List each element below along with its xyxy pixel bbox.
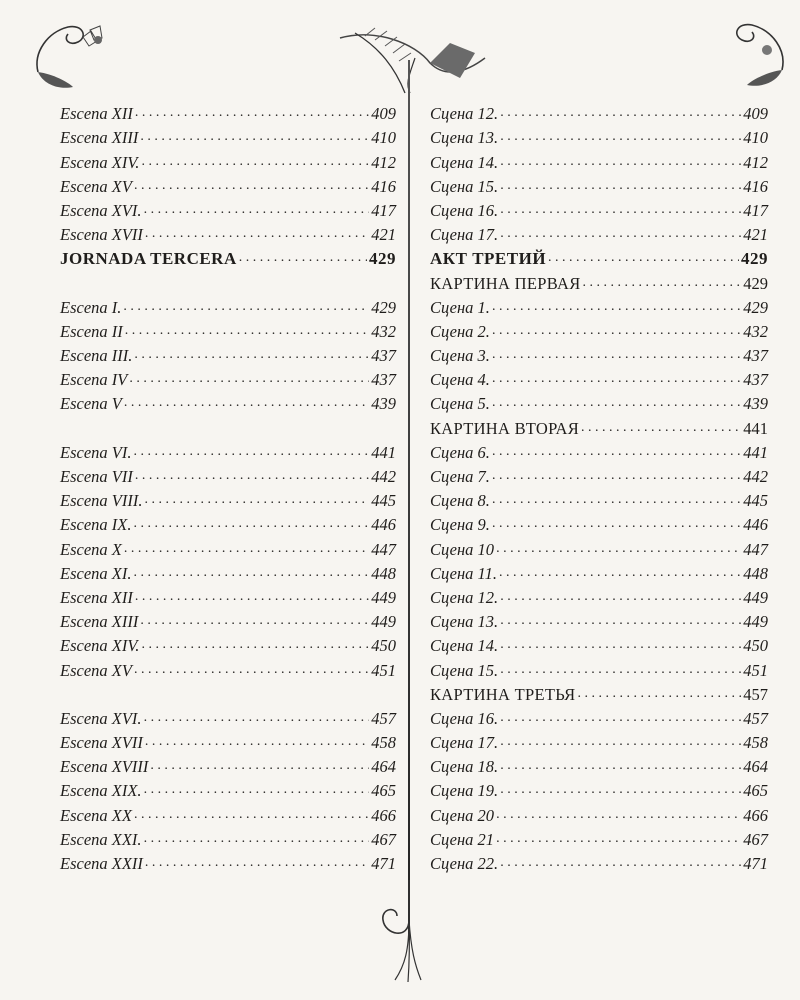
spacer bbox=[60, 413, 396, 437]
toc-entry-page: 450 bbox=[371, 636, 396, 656]
toc-entry-page: 465 bbox=[371, 781, 396, 801]
toc-entry-label: Escena VII bbox=[60, 467, 133, 486]
toc-entry-page: 429 bbox=[743, 297, 768, 317]
toc-entry-page: 432 bbox=[371, 321, 396, 341]
toc-entry-page: 448 bbox=[371, 563, 396, 583]
toc-entry[interactable] bbox=[60, 172, 396, 196]
toc-entry-page: 458 bbox=[743, 733, 768, 753]
toc-entry-page: 448 bbox=[743, 563, 768, 583]
spacer bbox=[60, 268, 396, 292]
leader-dots bbox=[134, 179, 369, 193]
toc-entry-label: Сцена 11. bbox=[430, 563, 497, 583]
toc-entry-label: Escena X bbox=[60, 539, 122, 559]
leader-dots bbox=[496, 832, 741, 846]
toc-entry-page: 417 bbox=[371, 200, 396, 220]
leader-dots bbox=[134, 663, 369, 677]
leader-dots bbox=[500, 203, 741, 217]
toc-entry-label: Escena IX. bbox=[60, 515, 132, 535]
leader-dots bbox=[239, 251, 367, 265]
toc-entry[interactable] bbox=[430, 462, 768, 486]
toc-entry[interactable] bbox=[430, 776, 768, 800]
toc-entry-page: 432 bbox=[743, 321, 768, 341]
toc-entry-label: Escena XX bbox=[60, 805, 132, 825]
toc-entry[interactable] bbox=[430, 389, 768, 413]
toc-subheading-label: КАРТИНА ПЕРВАЯ bbox=[430, 273, 581, 293]
toc-entry-label: Escena XXI. bbox=[60, 829, 142, 849]
toc-entry-label: Сцена 14. bbox=[430, 152, 499, 172]
toc-column-spanish bbox=[60, 99, 396, 873]
toc-entry[interactable] bbox=[60, 462, 396, 486]
toc-entry[interactable] bbox=[60, 728, 396, 752]
toc-entry-page: 409 bbox=[371, 104, 396, 124]
leader-dots bbox=[492, 469, 741, 483]
toc-entry-page: 471 bbox=[743, 854, 768, 873]
leader-dots bbox=[492, 396, 741, 410]
toc-entry-label: Escena XIII bbox=[60, 612, 139, 632]
leader-dots bbox=[125, 324, 369, 338]
quill-ornament-icon bbox=[335, 18, 495, 98]
toc-entry[interactable] bbox=[60, 317, 396, 341]
toc-entry-page: 416 bbox=[371, 176, 396, 196]
leader-dots bbox=[129, 372, 369, 386]
toc-heading[interactable] bbox=[430, 244, 768, 268]
toc-entry-page: 450 bbox=[743, 636, 768, 656]
leader-dots bbox=[144, 783, 370, 797]
leader-dots bbox=[500, 130, 741, 144]
toc-entry-label: Escena XVII bbox=[60, 733, 143, 753]
toc-entry-page: 467 bbox=[743, 829, 768, 849]
toc-entry-page: 471 bbox=[371, 854, 396, 873]
toc-entry[interactable] bbox=[60, 365, 396, 389]
toc-entry-page: 421 bbox=[371, 225, 396, 245]
toc-entry-page: 417 bbox=[743, 200, 768, 220]
toc-entry-page: 421 bbox=[743, 225, 768, 245]
toc-entry-label: Сцена 15. bbox=[430, 176, 499, 196]
toc-entry-page: 429 bbox=[371, 297, 396, 317]
leader-dots bbox=[145, 856, 369, 870]
leader-dots bbox=[492, 517, 741, 531]
toc-entry-page: 451 bbox=[743, 660, 768, 680]
toc-entry-page: 447 bbox=[743, 539, 768, 559]
toc-entry-page: 446 bbox=[371, 515, 396, 535]
leader-dots bbox=[496, 542, 741, 556]
toc-entry[interactable] bbox=[430, 728, 768, 752]
leader-dots bbox=[135, 469, 369, 483]
leader-dots bbox=[144, 493, 369, 507]
toc-entry-label: Escena XI. bbox=[60, 563, 132, 583]
toc-entry-page: 437 bbox=[743, 346, 768, 366]
toc-entry[interactable] bbox=[430, 849, 768, 873]
toc-entry[interactable] bbox=[430, 534, 768, 558]
leader-dots bbox=[500, 638, 741, 652]
leader-dots bbox=[135, 106, 369, 120]
toc-entry[interactable] bbox=[430, 196, 768, 220]
toc-entry[interactable] bbox=[60, 510, 396, 534]
toc-entry[interactable] bbox=[430, 655, 768, 679]
leader-dots bbox=[141, 155, 369, 169]
leader-dots bbox=[134, 808, 369, 822]
toc-entry[interactable] bbox=[60, 631, 396, 655]
toc-subheading-page: 429 bbox=[743, 273, 768, 293]
toc-entry-page: 439 bbox=[371, 394, 396, 414]
toc-entry-page: 442 bbox=[743, 467, 768, 486]
toc-entry[interactable] bbox=[60, 559, 396, 583]
toc-entry-label: Escena XVI. bbox=[60, 200, 142, 220]
toc-entry[interactable] bbox=[430, 800, 768, 824]
toc-entry-page: 457 bbox=[371, 708, 396, 728]
toc-entry[interactable] bbox=[430, 172, 768, 196]
toc-entry[interactable] bbox=[60, 147, 396, 171]
toc-entry-label: Сцена 1. bbox=[430, 297, 490, 317]
column-divider bbox=[408, 60, 410, 940]
leader-dots bbox=[500, 663, 741, 677]
leader-dots bbox=[492, 324, 741, 338]
toc-entry[interactable] bbox=[430, 365, 768, 389]
toc-subheading[interactable] bbox=[430, 413, 768, 437]
leader-dots bbox=[124, 396, 369, 410]
toc-entry-page: 437 bbox=[371, 346, 396, 366]
toc-entry[interactable] bbox=[60, 534, 396, 558]
toc-entry[interactable] bbox=[430, 752, 768, 776]
leader-dots bbox=[133, 445, 369, 459]
toc-entry-label: Escena XVI. bbox=[60, 708, 142, 728]
toc-entry[interactable] bbox=[430, 825, 768, 849]
toc-entry-label: Сцена 13. bbox=[430, 128, 499, 148]
toc-entry-label: Escena V bbox=[60, 394, 122, 414]
toc-entry-label: Escena III. bbox=[60, 346, 133, 366]
toc-entry-label: Сцена 17. bbox=[430, 225, 499, 245]
toc-entry-label: Сцена 17. bbox=[430, 733, 499, 753]
toc-subheading-label: КАРТИНА ТРЕТЬЯ bbox=[430, 684, 576, 704]
leader-dots bbox=[150, 759, 369, 773]
leader-dots bbox=[496, 808, 741, 822]
toc-entry-page: 416 bbox=[743, 176, 768, 196]
toc-entry-label: Escena XV bbox=[60, 176, 132, 196]
scroll-ornament-icon bbox=[712, 10, 792, 90]
leader-dots bbox=[492, 445, 741, 459]
leader-dots bbox=[500, 227, 741, 241]
toc-entry-label: Escena XIII bbox=[60, 128, 139, 148]
toc-entry[interactable] bbox=[430, 293, 768, 317]
toc-entry[interactable] bbox=[60, 293, 396, 317]
toc-entry[interactable] bbox=[430, 220, 768, 244]
toc-entry-page: 437 bbox=[743, 370, 768, 390]
toc-entry-page: 467 bbox=[371, 829, 396, 849]
toc-entry[interactable] bbox=[430, 486, 768, 510]
toc-entry-page: 441 bbox=[371, 442, 396, 462]
toc-entry[interactable] bbox=[60, 341, 396, 365]
toc-entry-label: Escena XII bbox=[60, 104, 133, 124]
leader-dots bbox=[583, 276, 742, 290]
scroll-ornament-icon bbox=[28, 12, 118, 92]
toc-entry-label: Сцена 22. bbox=[430, 854, 499, 873]
leader-dots bbox=[133, 517, 369, 531]
flourish-ornament-icon bbox=[365, 880, 445, 985]
toc-entry[interactable] bbox=[60, 776, 396, 800]
toc-entry[interactable] bbox=[60, 583, 396, 607]
toc-entry-label: Сцена 16. bbox=[430, 200, 499, 220]
leader-dots bbox=[499, 566, 741, 580]
toc-subheading-page: 441 bbox=[743, 418, 768, 438]
leader-dots bbox=[492, 372, 741, 386]
leader-dots bbox=[134, 348, 369, 362]
toc-entry-label: Escena XIV. bbox=[60, 636, 140, 656]
toc-entry-label: Сцена 15. bbox=[430, 660, 499, 680]
toc-heading-label: JORNADA TERCERA bbox=[60, 249, 237, 269]
toc-entry-label: Сцена 9. bbox=[430, 515, 490, 535]
toc-entry-label: Сцена 2. bbox=[430, 321, 490, 341]
leader-dots bbox=[492, 348, 741, 362]
toc-entry-label: Сцена 21 bbox=[430, 829, 495, 849]
toc-subheading[interactable] bbox=[430, 680, 768, 704]
toc-entry-label: Сцена 14. bbox=[430, 636, 499, 656]
toc-entry[interactable] bbox=[60, 438, 396, 462]
toc-entry-label: Escena XIV. bbox=[60, 152, 140, 172]
leader-dots bbox=[145, 735, 369, 749]
toc-entry[interactable] bbox=[60, 704, 396, 728]
toc-entry-label: Сцена 16. bbox=[430, 708, 499, 728]
leader-dots bbox=[500, 759, 741, 773]
toc-entry-label: Escena XVIII bbox=[60, 757, 149, 777]
toc-entry-page: 458 bbox=[371, 733, 396, 753]
toc-entry-label: Escena XV bbox=[60, 660, 132, 680]
toc-entry-page: 464 bbox=[371, 757, 396, 777]
toc-subheading[interactable] bbox=[430, 268, 768, 292]
toc-entry-label: Сцена 7. bbox=[430, 467, 490, 486]
toc-entry[interactable] bbox=[430, 99, 768, 123]
toc-entry[interactable] bbox=[60, 486, 396, 510]
leader-dots bbox=[144, 203, 370, 217]
leader-dots bbox=[500, 856, 741, 870]
toc-entry-label: Escena IV bbox=[60, 370, 128, 390]
toc-entry-label: Escena XXII bbox=[60, 854, 143, 873]
toc-heading-page: 429 bbox=[741, 249, 768, 269]
toc-entry-label: Escena VI. bbox=[60, 442, 132, 462]
toc-entry-label: Сцена 8. bbox=[430, 491, 490, 511]
toc-heading[interactable] bbox=[60, 244, 396, 268]
leader-dots bbox=[145, 227, 369, 241]
toc-entry-label: Сцена 4. bbox=[430, 370, 490, 390]
toc-entry-page: 412 bbox=[743, 152, 768, 172]
toc-entry-page: 449 bbox=[743, 587, 768, 607]
toc-entry[interactable] bbox=[60, 607, 396, 631]
toc-entry-page: 464 bbox=[743, 757, 768, 777]
toc-entry-page: 410 bbox=[743, 128, 768, 148]
toc-entry-page: 441 bbox=[743, 442, 768, 462]
toc-entry[interactable] bbox=[60, 196, 396, 220]
toc-entry-page: 451 bbox=[371, 660, 396, 680]
toc-entry[interactable] bbox=[60, 849, 396, 873]
toc-entry-page: 446 bbox=[743, 515, 768, 535]
toc-entry-page: 445 bbox=[743, 491, 768, 511]
toc-column-russian bbox=[430, 99, 768, 873]
toc-entry[interactable] bbox=[60, 123, 396, 147]
leader-dots bbox=[577, 687, 741, 701]
toc-heading-label: АКТ ТРЕТИЙ bbox=[430, 249, 547, 269]
toc-entry[interactable] bbox=[430, 317, 768, 341]
toc-entry-page: 447 bbox=[371, 539, 396, 559]
leader-dots bbox=[548, 251, 739, 265]
toc-subheading-label: КАРТИНА ВТОРАЯ bbox=[430, 418, 580, 438]
leader-dots bbox=[135, 590, 369, 604]
leader-dots bbox=[144, 711, 370, 725]
toc-entry-page: 465 bbox=[743, 781, 768, 801]
leader-dots bbox=[500, 735, 741, 749]
toc-entry-page: 457 bbox=[743, 708, 768, 728]
toc-entry-label: Сцена 5. bbox=[430, 394, 490, 414]
toc-entry-page: 466 bbox=[743, 805, 768, 825]
toc-entry-page: 442 bbox=[371, 467, 396, 486]
toc-heading-page: 429 bbox=[369, 249, 396, 269]
toc-subheading-page: 457 bbox=[743, 684, 768, 704]
toc-entry-label: Escena VIII. bbox=[60, 491, 143, 511]
toc-entry-page: 449 bbox=[743, 612, 768, 632]
leader-dots bbox=[500, 783, 741, 797]
leader-dots bbox=[123, 300, 369, 314]
toc-entry[interactable] bbox=[60, 825, 396, 849]
toc-entry-page: 445 bbox=[371, 491, 396, 511]
toc-entry[interactable] bbox=[430, 438, 768, 462]
toc-entry[interactable] bbox=[430, 607, 768, 631]
toc-entry[interactable] bbox=[430, 704, 768, 728]
leader-dots bbox=[140, 614, 369, 628]
toc-entry[interactable] bbox=[430, 510, 768, 534]
toc-entry-page: 409 bbox=[743, 104, 768, 124]
leader-dots bbox=[500, 179, 741, 193]
toc-entry-page: 410 bbox=[371, 128, 396, 148]
toc-entry[interactable] bbox=[430, 341, 768, 365]
leader-dots bbox=[500, 711, 741, 725]
toc-entry-label: Escena I. bbox=[60, 297, 122, 317]
toc-entry-page: 449 bbox=[371, 612, 396, 632]
toc-entry[interactable] bbox=[60, 220, 396, 244]
toc-entry-label: Escena XVII bbox=[60, 225, 143, 245]
toc-entry-page: 439 bbox=[743, 394, 768, 414]
toc-entry[interactable] bbox=[430, 147, 768, 171]
leader-dots bbox=[133, 566, 369, 580]
toc-entry-label: Escena XIX. bbox=[60, 781, 142, 801]
toc-entry-page: 437 bbox=[371, 370, 396, 390]
leader-dots bbox=[500, 590, 741, 604]
toc-entry-label: Сцена 12. bbox=[430, 587, 499, 607]
toc-entry-page: 412 bbox=[371, 152, 396, 172]
leader-dots bbox=[492, 493, 741, 507]
toc-entry[interactable] bbox=[60, 800, 396, 824]
leader-dots bbox=[500, 155, 741, 169]
toc-entry[interactable] bbox=[60, 752, 396, 776]
leader-dots bbox=[492, 300, 741, 314]
toc-entry[interactable] bbox=[60, 99, 396, 123]
toc-entry-label: Escena XII bbox=[60, 587, 133, 607]
toc-entry[interactable] bbox=[430, 559, 768, 583]
toc-entry-page: 449 bbox=[371, 587, 396, 607]
leader-dots bbox=[141, 638, 369, 652]
toc-entry-label: Сцена 12. bbox=[430, 104, 499, 124]
toc-entry-page: 466 bbox=[371, 805, 396, 825]
leader-dots bbox=[144, 832, 370, 846]
toc-entry-label: Сцена 20 bbox=[430, 805, 495, 825]
toc-entry-label: Escena II bbox=[60, 321, 123, 341]
leader-dots bbox=[140, 130, 369, 144]
toc-entry-label: Сцена 10 bbox=[430, 539, 495, 559]
leader-dots bbox=[500, 106, 741, 120]
toc-entry-label: Сцена 3. bbox=[430, 346, 490, 366]
leader-dots bbox=[581, 421, 741, 435]
toc-entry[interactable] bbox=[60, 655, 396, 679]
leader-dots bbox=[124, 542, 369, 556]
toc-entry-label: Сцена 18. bbox=[430, 757, 499, 777]
toc-entry-label: Сцена 13. bbox=[430, 612, 499, 632]
toc-entry[interactable] bbox=[430, 583, 768, 607]
spacer bbox=[60, 680, 396, 704]
toc-entry-label: Сцена 19. bbox=[430, 781, 499, 801]
toc-entry-label: Сцена 6. bbox=[430, 442, 490, 462]
leader-dots bbox=[500, 614, 741, 628]
toc-entry[interactable] bbox=[430, 631, 768, 655]
toc-entry[interactable] bbox=[430, 123, 768, 147]
toc-entry[interactable] bbox=[60, 389, 396, 413]
